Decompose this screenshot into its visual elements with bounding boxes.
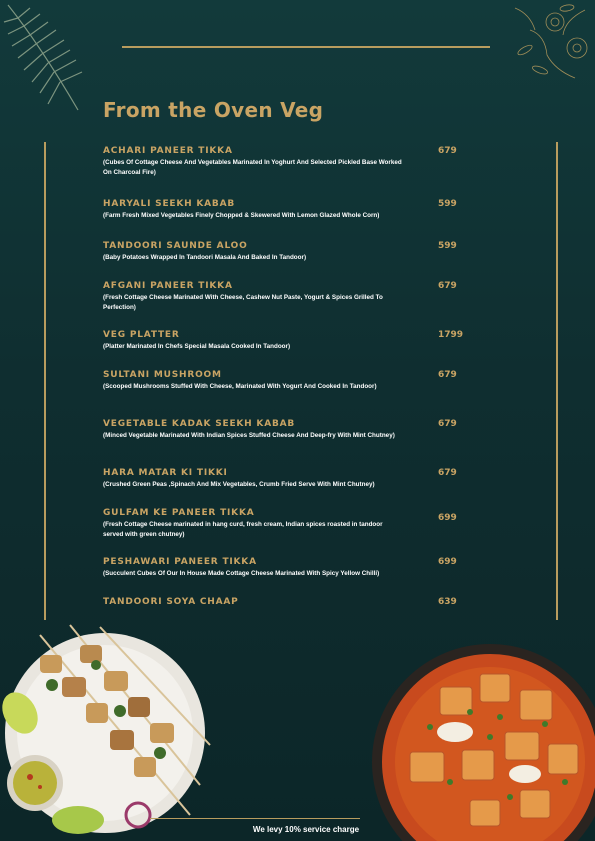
frame-left-line — [44, 142, 46, 620]
item-price: 699 — [438, 513, 457, 523]
item-price: 599 — [438, 199, 457, 209]
item-name: SULTANI MUSHROOM — [103, 370, 222, 380]
item-price: 679 — [438, 281, 457, 291]
item-name: GULFAM KE PANEER TIKKA — [103, 508, 255, 518]
frame-right-line — [556, 142, 558, 620]
item-name: TANDOORI SOYA CHAAP — [103, 597, 239, 607]
floral-decoration — [495, 0, 595, 95]
bottom-divider — [150, 818, 360, 819]
item-name: AFGANI PANEER TIKKA — [103, 281, 233, 291]
top-divider — [122, 46, 490, 48]
menu-item — [103, 280, 523, 312]
item-name: TANDOORI SAUNDE ALOO — [103, 241, 248, 251]
item-price: 679 — [438, 468, 457, 478]
item-price: 699 — [438, 557, 457, 567]
item-name: HARYALI SEEKH KABAB — [103, 199, 236, 209]
menu-item — [103, 507, 523, 539]
item-description: (Fresh Cottage Cheese Marinated With Cheese, Cashew Nut Paste, Yogurt & Spices Grilled To Perfection) — [103, 294, 383, 311]
item-name: HARA MATAR KI TIKKI — [103, 468, 228, 478]
menu-item — [103, 369, 523, 392]
menu-section-title: From the Oven Veg — [103, 98, 324, 122]
item-description: (Platter Marinated In Chefs Special Masala Cooked In Tandoor) — [103, 343, 291, 350]
item-price: 599 — [438, 241, 457, 251]
palm-leaf-decoration — [0, 0, 100, 120]
item-description: (Minced Vegetable Marinated With Indian Spices Stuffed Cheese And Deep-fry With Mint Chutney) — [103, 432, 395, 439]
item-name: ACHARI PANEER TIKKA — [103, 146, 233, 156]
item-name: VEGETABLE KADAK SEEKH KABAB — [103, 419, 296, 429]
menu-item — [103, 240, 523, 263]
item-description: (Fresh Cottage Cheese marinated in hang curd, fresh cream, Indian spices roasted in tandoor served with green chutney) — [103, 521, 383, 538]
item-description: (Succulent Cubes Of Our In House Made Cottage Cheese Marinated With Spicy Yellow Chilli) — [103, 570, 380, 577]
item-description: (Crushed Green Peas ,Spinach And Mix Vegetables, Crumb Fried Serve With Mint Chutney) — [103, 481, 375, 488]
item-price: 639 — [438, 597, 457, 607]
item-price: 1799 — [438, 330, 464, 340]
menu-item — [103, 145, 523, 177]
menu-item — [103, 418, 523, 441]
item-price: 679 — [438, 370, 457, 380]
paneer-curry-bowl-image — [370, 632, 595, 841]
menu-item — [103, 198, 523, 221]
tikka-plate-image — [0, 615, 215, 841]
item-name: PESHAWARI PANEER TIKKA — [103, 557, 257, 567]
menu-item — [103, 329, 523, 352]
item-price: 679 — [438, 146, 457, 156]
item-name: VEG PLATTER — [103, 330, 180, 340]
item-description: (Farm Fresh Mixed Vegetables Finely Chopped & Skewered With Lemon Glazed Whole Corn) — [103, 212, 380, 219]
service-charge-note: We levy 10% service charge — [252, 825, 360, 834]
item-description: (Cubes Of Cottage Cheese And Vegetables Marinated In Yoghurt And Selected Pickled Base Worked On Charcoal Fire) — [103, 159, 402, 176]
item-price: 679 — [438, 419, 457, 429]
menu-item — [103, 596, 523, 609]
item-description: (Baby Potatoes Wrapped In Tandoori Masala And Baked In Tandoor) — [103, 254, 307, 261]
menu-item — [103, 467, 523, 490]
item-description: (Scooped Mushrooms Stuffed With Cheese, Marinated With Yogurt And Cooked In Tandoor) — [103, 383, 377, 390]
menu-item — [103, 556, 523, 579]
